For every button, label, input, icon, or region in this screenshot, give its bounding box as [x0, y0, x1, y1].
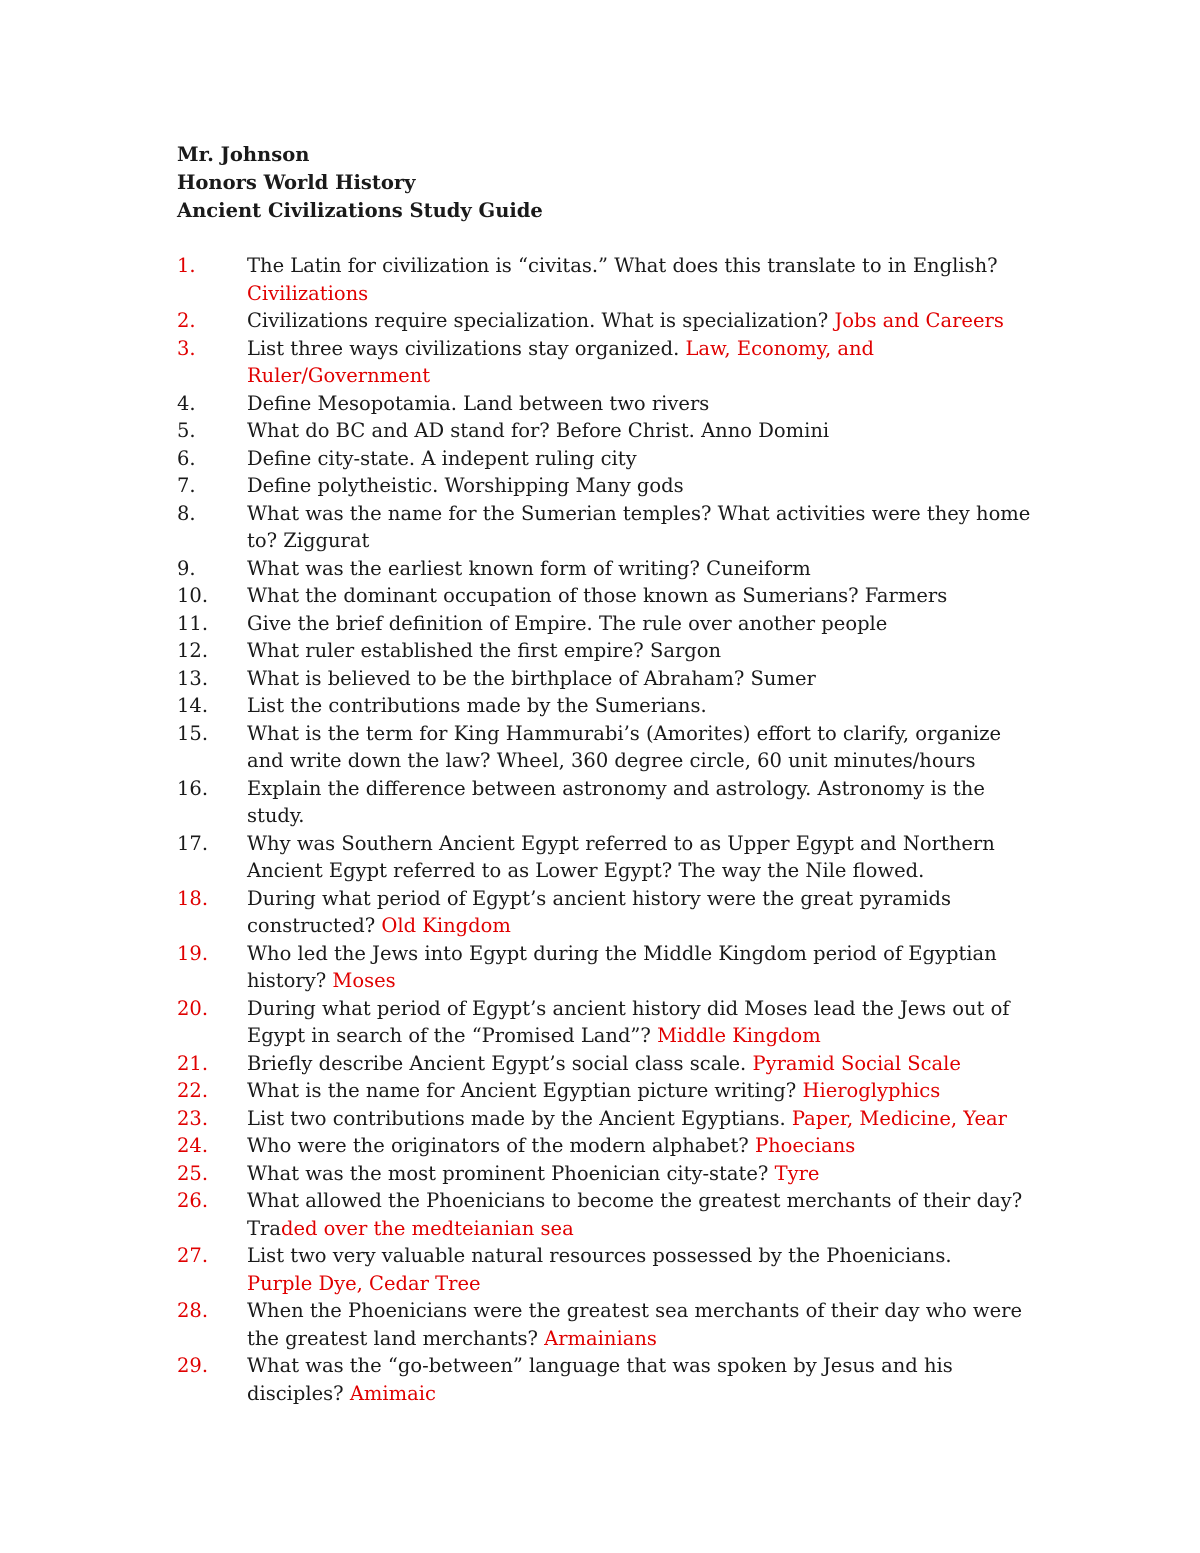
question-number: 21. — [177, 1051, 209, 1075]
question-item — [177, 1352, 1037, 1407]
teacher-name: Mr. Johnson — [177, 143, 310, 166]
question-body — [247, 390, 1037, 418]
question-body — [247, 1160, 1037, 1188]
question-item — [177, 940, 1037, 995]
question-number: 25. — [177, 1161, 209, 1185]
question-text: What was the earliest known form of writing? Cuneiform — [247, 556, 811, 580]
question-item — [177, 555, 1037, 583]
question-item — [177, 472, 1037, 500]
question-item — [177, 637, 1037, 665]
question-text: Give the brief definition of Empire. The rule over another people — [247, 611, 888, 635]
question-body — [247, 1187, 1037, 1242]
question-text: What allowed the Phoenicians to become the greatest merchants of their day? Tra — [247, 1189, 1023, 1240]
question-body — [247, 995, 1037, 1050]
question-text: Briefly describe Ancient Egypt’s social class scale. — [247, 1051, 747, 1075]
question-item — [177, 692, 1037, 720]
answer-text: ded over the medteianian sea — [280, 1216, 574, 1240]
question-number: 3. — [177, 336, 196, 360]
answer-text: Old Kingdom — [381, 914, 511, 937]
question-body — [247, 1242, 1037, 1297]
answer-text: Armainians — [544, 1326, 657, 1350]
answer-text: Paper, Medicine, Year — [791, 1106, 1007, 1130]
question-number: 19. — [177, 941, 209, 965]
question-text: Civilizations require specialization. What is specialization? — [247, 309, 829, 332]
question-body — [247, 610, 1037, 638]
question-body — [247, 1297, 1037, 1352]
question-item — [177, 307, 1037, 335]
answer-text: Amimaic — [349, 1381, 436, 1405]
question-text: Define polytheistic. Worshipping Many gods — [247, 474, 684, 497]
course-name: Honors World History — [177, 171, 416, 194]
question-number: 24. — [177, 1134, 209, 1157]
question-number: 15. — [177, 721, 209, 745]
question-text: What ruler established the first empire? Sargon — [247, 639, 722, 662]
question-body — [247, 445, 1037, 473]
question-body — [247, 1077, 1037, 1105]
question-item — [177, 1132, 1037, 1160]
question-body — [247, 665, 1037, 693]
question-text: What the dominant occupation of those known as Sumerians? Farmers — [247, 584, 948, 607]
question-text: Define Mesopotamia. Land between two rivers — [247, 391, 710, 415]
question-item — [177, 1077, 1037, 1105]
question-number: 2. — [177, 309, 196, 332]
question-list — [177, 252, 1037, 1407]
question-number: 20. — [177, 996, 209, 1020]
question-item — [177, 582, 1037, 610]
question-item — [177, 995, 1037, 1050]
question-number: 17. — [177, 831, 209, 855]
question-body — [247, 417, 1037, 445]
document-header — [177, 141, 543, 225]
question-body — [247, 692, 1037, 720]
question-body — [247, 775, 1037, 830]
answer-text: Purple Dye, Cedar Tree — [247, 1271, 481, 1295]
question-text: Who led the Jews into Egypt during the Middle Kingdom period of Egyptian history? — [247, 941, 997, 992]
question-body — [247, 307, 1037, 335]
answer-text: Moses — [332, 969, 396, 992]
question-number: 4. — [177, 391, 196, 415]
question-item — [177, 775, 1037, 830]
question-item — [177, 720, 1037, 775]
question-number: 12. — [177, 639, 209, 662]
question-text: List two very valuable natural resources possessed by the Phoenicians. — [247, 1244, 952, 1267]
answer-text: Middle Kingdom — [657, 1024, 821, 1047]
question-body — [247, 1352, 1037, 1407]
question-number: 8. — [177, 501, 196, 525]
question-text: During what period of Egypt’s ancient history were the great pyramids constructed? — [247, 886, 951, 937]
question-text: During what period of Egypt’s ancient history did Moses lead the Jews out of Egypt in search of the “Promised Land”? — [247, 996, 1010, 1047]
question-body — [247, 1105, 1037, 1133]
question-body — [247, 500, 1037, 555]
question-item — [177, 417, 1037, 445]
question-item — [177, 500, 1037, 555]
question-text: What do BC and AD stand for? Before Christ. Anno Domini — [247, 419, 830, 442]
question-body — [247, 940, 1037, 995]
answer-text: Jobs and Careers — [834, 309, 1004, 332]
question-text: Who were the originators of the modern alphabet? — [247, 1134, 749, 1157]
question-body — [247, 830, 1037, 885]
question-text: What was the “go-between” language that was spoken by Jesus and his disciples? — [247, 1354, 953, 1405]
question-text: Explain the difference between astronomy and astrology. Astronomy is the study. — [247, 776, 985, 827]
answer-text: Tyre — [774, 1161, 820, 1185]
question-body — [247, 1050, 1037, 1078]
question-number: 9. — [177, 556, 196, 580]
document-title: Ancient Civilizations Study Guide — [177, 199, 543, 222]
question-item — [177, 1297, 1037, 1352]
question-item — [177, 1105, 1037, 1133]
question-item — [177, 610, 1037, 638]
question-body — [247, 472, 1037, 500]
question-text: What was the name for the Sumerian temples? What activities were they home to? Ziggurat — [247, 501, 1031, 552]
question-number: 26. — [177, 1189, 209, 1212]
question-number: 18. — [177, 886, 209, 910]
question-item — [177, 252, 1037, 307]
question-number: 23. — [177, 1106, 209, 1130]
question-number: 5. — [177, 419, 196, 442]
question-item — [177, 1187, 1037, 1242]
question-item — [177, 1160, 1037, 1188]
question-body — [247, 720, 1037, 775]
question-body — [247, 1132, 1037, 1160]
question-text: Define city-state. A indepent ruling city — [247, 446, 637, 470]
question-number: 29. — [177, 1354, 209, 1377]
question-number: 11. — [177, 611, 209, 635]
question-text: List two contributions made by the Ancient Egyptians. — [247, 1106, 786, 1130]
question-body — [247, 555, 1037, 583]
question-number: 28. — [177, 1299, 209, 1322]
question-number: 13. — [177, 666, 209, 690]
question-text: The Latin for civilization is “civitas.” What does this translate to in English? — [247, 254, 998, 277]
question-body — [247, 885, 1037, 940]
question-text: When the Phoenicians were the greatest sea merchants of their day who were the greatest land merchants? — [247, 1299, 1023, 1350]
question-item — [177, 885, 1037, 940]
answer-text: Pyramid Social Scale — [752, 1051, 961, 1075]
question-item — [177, 445, 1037, 473]
question-item — [177, 830, 1037, 885]
question-text: What is the term for King Hammurabi’s (Amorites) effort to clarify, organize and write down the law? Wheel, 360 degree circle, 60 unit minutes/hours — [247, 721, 1002, 772]
question-item — [177, 1050, 1037, 1078]
question-number: 27. — [177, 1244, 209, 1267]
question-body — [247, 582, 1037, 610]
question-number: 22. — [177, 1079, 209, 1102]
question-number: 6. — [177, 446, 196, 470]
question-item — [177, 390, 1037, 418]
question-text: List the contributions made by the Sumerians. — [247, 694, 707, 717]
answer-text: Hieroglyphics — [802, 1079, 941, 1102]
question-number: 10. — [177, 584, 209, 607]
question-text: List three ways civilizations stay organized. — [247, 336, 680, 360]
question-body — [247, 637, 1037, 665]
question-text: What was the most prominent Phoenician city-state? — [247, 1161, 769, 1185]
question-body — [247, 335, 1037, 390]
question-text: Why was Southern Ancient Egypt referred to as Upper Egypt and Northern Ancient Egypt referred to as Lower Egypt? The way the Nile flowed. — [247, 831, 995, 882]
question-number: 1. — [177, 254, 196, 277]
question-number: 14. — [177, 694, 209, 717]
question-item — [177, 1242, 1037, 1297]
question-text: What is the name for Ancient Egyptian picture writing? — [247, 1079, 797, 1102]
question-item — [177, 665, 1037, 693]
question-number: 16. — [177, 776, 209, 800]
question-text: What is believed to be the birthplace of Abraham? Sumer — [247, 666, 816, 690]
answer-text: Phoecians — [754, 1134, 856, 1157]
answer-text: Civilizations — [247, 281, 369, 305]
question-body — [247, 252, 1037, 307]
question-number: 7. — [177, 474, 196, 497]
answer-text: Law, Economy, and Ruler/Government — [247, 336, 875, 387]
question-item — [177, 335, 1037, 390]
